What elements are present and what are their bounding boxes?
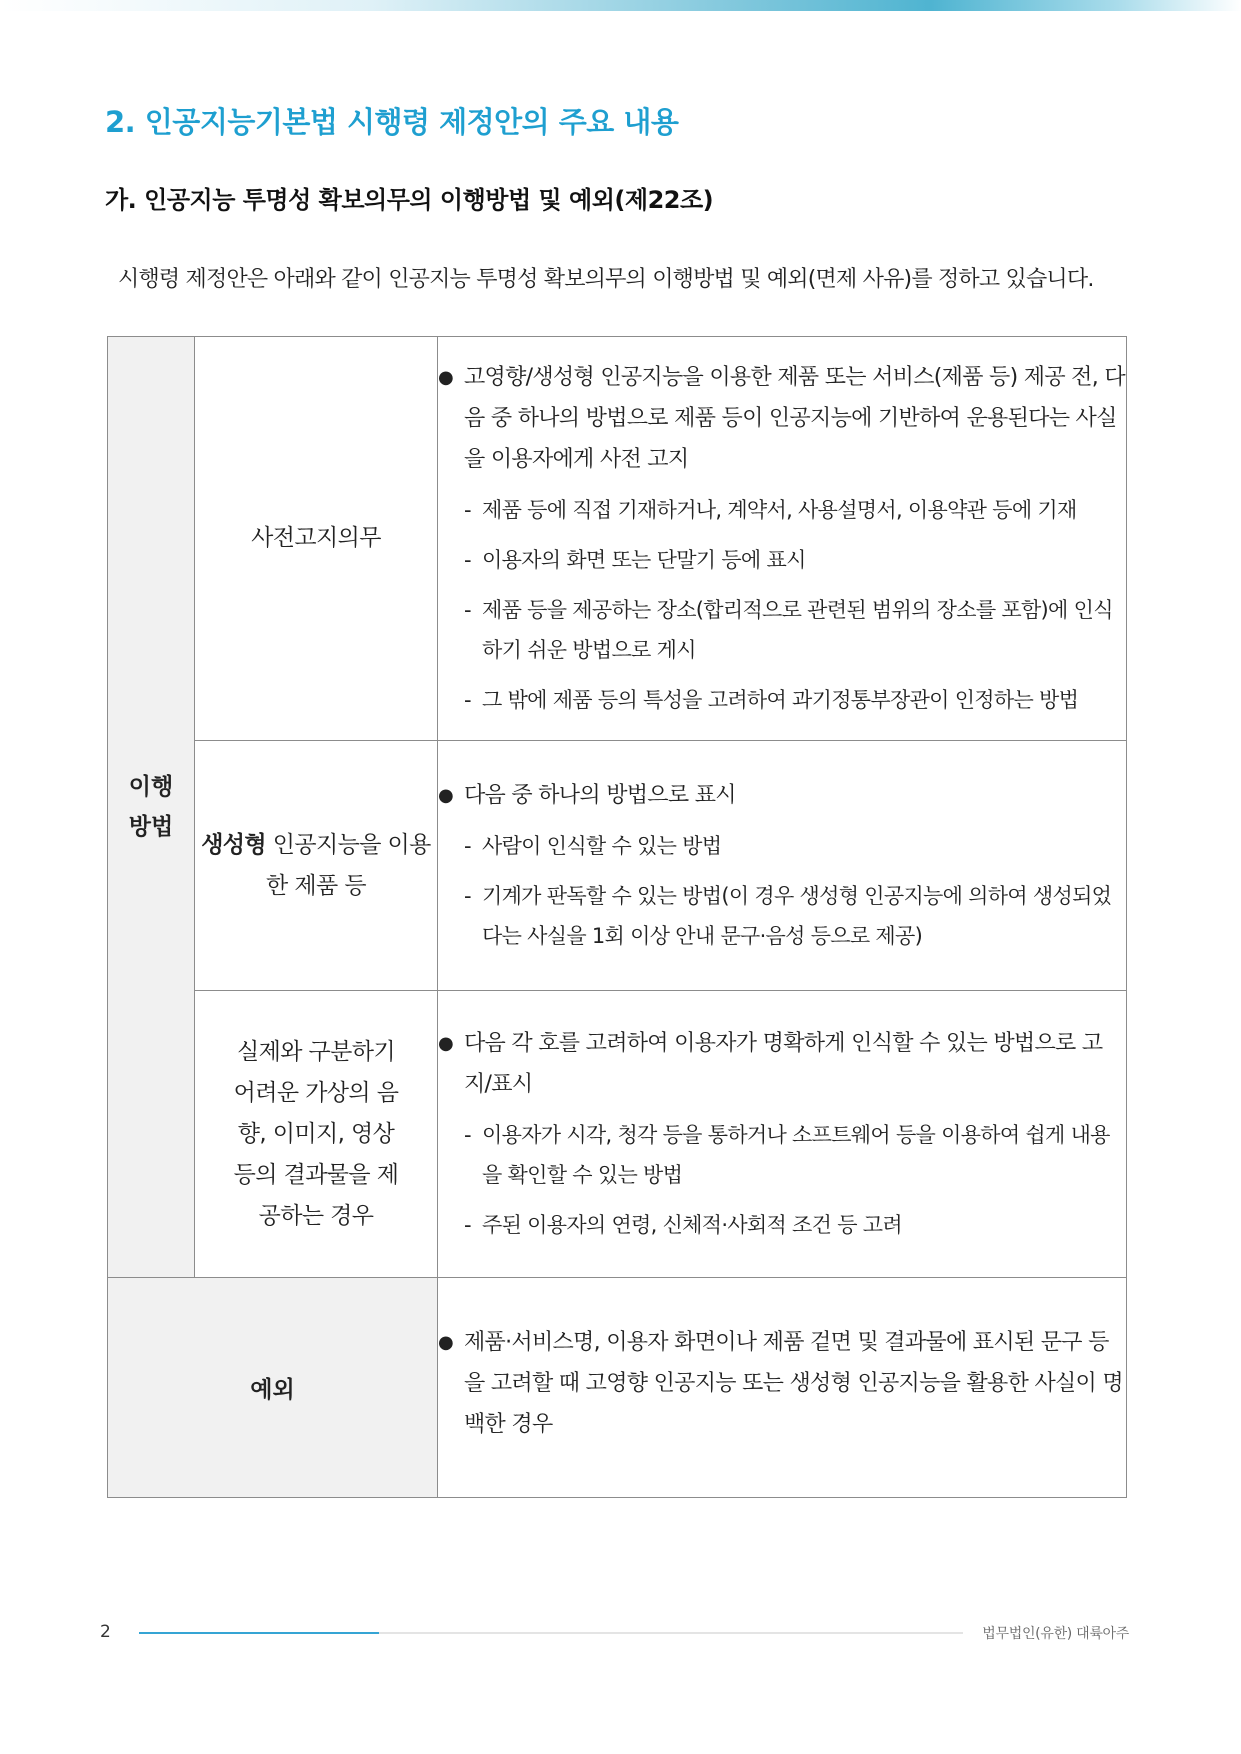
bullet-item <box>438 357 1126 480</box>
label-emphasis: 생성형 <box>201 831 267 858</box>
table-row <box>108 991 1127 1278</box>
dash-text: 사람이 인식할 수 있는 방법 <box>482 834 722 858</box>
intro-paragraph: 시행령 제정안은 아래와 같이 인공지능 투명성 확보의무의 이행방법 및 예외(면제 사유)를 정하고 있습니다. <box>118 267 1094 292</box>
row-label-prior-notice: 사전고지의무 <box>195 337 438 741</box>
row-label-generative <box>195 741 438 991</box>
bullet-item <box>438 1023 1126 1105</box>
category-label: 방법 <box>128 814 174 840</box>
bullet-icon: ● <box>438 785 454 806</box>
table-row <box>108 337 1127 741</box>
dash-item <box>438 876 1126 956</box>
bullet-icon: ● <box>438 367 454 388</box>
obligation-table <box>107 336 1127 1498</box>
bullet-icon: ● <box>438 1033 454 1054</box>
table-row-exception <box>108 1278 1127 1498</box>
row-content <box>438 1278 1127 1498</box>
label-text: 인공지능을 이용한 제품 등 <box>266 831 431 899</box>
dash-icon: - <box>464 688 471 712</box>
dash-icon: - <box>464 1213 471 1237</box>
category-cell-implementation <box>108 337 195 1278</box>
dash-icon: - <box>464 834 471 858</box>
bullet-item <box>438 1322 1126 1445</box>
dash-icon: - <box>464 498 471 522</box>
row-content <box>438 337 1127 741</box>
dash-text: 제품 등에 직접 기재하거나, 계약서, 사용설명서, 이용약관 등에 기재 <box>482 498 1077 522</box>
footer-divider <box>139 1632 963 1634</box>
dash-item <box>438 680 1126 720</box>
dash-text: 그 밖에 제품 등의 특성을 고려하여 과기정통부장관이 인정하는 방법 <box>482 688 1079 712</box>
page-number: 2 <box>100 1622 111 1642</box>
dash-item <box>438 1115 1126 1195</box>
dash-item <box>438 1205 1126 1245</box>
dash-icon: - <box>464 1123 471 1147</box>
dash-text: 기계가 판독할 수 있는 방법(이 경우 생성형 인공지능에 의하여 생성되었다는 사실을 1회 이상 안내 문구·음성 등으로 제공) <box>482 884 1112 948</box>
dash-item <box>438 490 1126 530</box>
dash-icon: - <box>464 598 471 622</box>
top-gradient-band <box>0 0 1241 11</box>
exception-label: 예외 <box>108 1278 438 1498</box>
sub-title: 가. 인공지능 투명성 확보의무의 이행방법 및 예외(제22조) <box>105 186 714 214</box>
bullet-text: 다음 중 하나의 방법으로 표시 <box>464 783 736 808</box>
dash-text: 이용자가 시각, 청각 등을 통하거나 소프트웨어 등을 이용하여 쉽게 내용을 확인할 수 있는 방법 <box>482 1123 1110 1187</box>
bullet-text: 고영향/생성형 인공지능을 이용한 제품 또는 서비스(제품 등) 제공 전, 다음 중 하나의 방법으로 제품 등이 인공지능에 기반하여 운용된다는 사실을 이용자에게 사전 고지 <box>464 365 1125 472</box>
row-content <box>438 741 1127 991</box>
dash-icon: - <box>464 884 471 908</box>
table-row <box>108 741 1127 991</box>
footer-divider-accent <box>139 1632 379 1634</box>
label-text: 실제와 구분하기 어려운 가상의 음향, 이미지, 영상 등의 결과물을 제공하는 경우 <box>233 1038 399 1229</box>
bullet-text: 다음 각 호를 고려하여 이용자가 명확하게 인식할 수 있는 방법으로 고지/표시 <box>464 1031 1103 1097</box>
dash-text: 주된 이용자의 연령, 신체적·사회적 조건 등 고려 <box>482 1213 902 1237</box>
bullet-text: 제품·서비스명, 이용자 화면이나 제품 겉면 및 결과물에 표시된 문구 등을 고려할 때 고영향 인공지능 또는 생성형 인공지능을 활용한 사실이 명백한 경우 <box>464 1330 1123 1437</box>
bullet-item <box>438 775 1126 816</box>
firm-name: 법무법인(유한) 대륙아주 <box>982 1626 1129 1642</box>
section-title: 2. 인공지능기본법 시행령 제정안의 주요 내용 <box>105 105 679 139</box>
dash-item <box>438 540 1126 580</box>
category-label: 이행 <box>128 774 174 800</box>
row-content <box>438 991 1127 1278</box>
bullet-icon: ● <box>438 1332 454 1353</box>
dash-item <box>438 590 1126 670</box>
dash-text: 이용자의 화면 또는 단말기 등에 표시 <box>482 548 806 572</box>
dash-text: 제품 등을 제공하는 장소(합리적으로 관련된 범위의 장소를 포함)에 인식하기 쉬운 방법으로 게시 <box>482 598 1113 662</box>
dash-item <box>438 826 1126 866</box>
dash-icon: - <box>464 548 471 572</box>
row-label-realistic-output <box>195 991 438 1278</box>
